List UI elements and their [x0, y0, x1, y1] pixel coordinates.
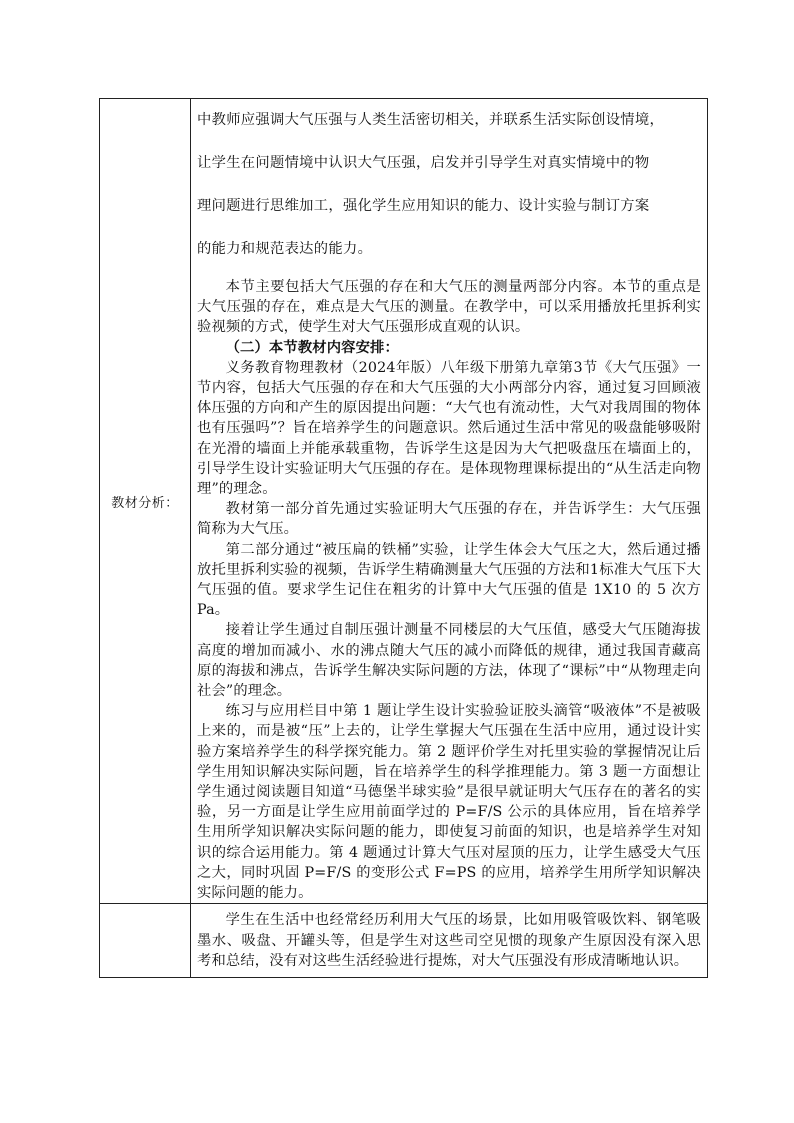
intro-line: 让学生在问题情境中认识大气压强，启发并引导学生对真实情境中的物	[197, 155, 650, 171]
intro-paragraph	[197, 99, 701, 271]
intro-line: 中教师应强调大气压强与人类生活密切相关，并联系生活实际创设情境，	[197, 112, 665, 128]
paragraph-students: 学生在生活中也经常经历利用大气压的场景，比如用吸管吸饮料、钢笔吸墨水、吸盘、开罐头等，但是学生对这些司空见惯的现象产生原因没有深入思考和总结，没有对这些生活经验进行提炼，对大气压强没有形成清晰地认识。	[197, 912, 701, 969]
table-row-student-analysis	[100, 904, 708, 978]
row-label-student-analysis	[100, 904, 191, 978]
lesson-plan-table	[99, 98, 708, 978]
student-analysis-body	[197, 910, 701, 971]
section-subheading: （二）本节教材内容安排：	[225, 339, 399, 356]
paragraph-overview: 本节主要包括大气压强的存在和大气压的测量两部分内容。本节的重点是大气压强的存在，难点是大气压的测量。在教学中，可以采用播放托里拆利实验视频的方式，使学生对大气压强形成直观的认识。	[197, 279, 701, 336]
paragraph-arrangement: 义务教育物理教材（2024年版）八年级下册第九章第3节《大气压强》一节内容，包括大气压强的存在和大气压强的大小两部分内容，通过复习回顾液体压强的方向和产生的原因提出问题：“大气也有流动性，大气对我周围的物体也有压强吗”？旨在培养学生的问题意识。然后通过生活中常见的吸盘能够吸附在光滑的墙面上并能承载重物，告诉学生这是因为大气把吸盘压在墙面上的，引导学生设计实验证明大气压强的存在。是体现物理课标提出的“从生活走向物理”的理念。	[197, 359, 701, 498]
table-row-textbook-analysis	[100, 99, 708, 904]
paragraph-exercises: 练习与应用栏目中第 1 题让学生设计实验验证胶头滴管“吸液体”不是被吸上来的，而是被“压”上去的，让学生掌握大气压强在生活中应用，通过设计实验方案培养学生的科学探究能力。第 2 题评价学生对托里实验的掌握情况让后学生用知识解决实际问题，旨在培养学生的科学推理能力。第 3 题一方面想让学生通过阅读题目知道“马德堡半球实验”是很早就证明大气压存在的著名的实验，另一方面是让学生应用前面学过的 P=F/S 公示的具体应用，旨在培养学生用所学知识解决实际问题的能力，即使复习前面的知识，也是培养学生对知识的综合运用能力。第 4 题通过计算大气压对屋顶的压力，让学生感受大气压之大，同时巩固 P=F/S 的变形公式 F=PS 的应用，培养学生用所学知识解决实际问题的能力。	[197, 703, 701, 902]
intro-line: 的能力和规范表达的能力。	[197, 241, 373, 257]
analysis-body	[197, 277, 701, 903]
intro-line: 理问题进行思维加工，强化学生应用知识的能力、设计实验与制订方案	[197, 198, 650, 214]
paragraph-altitude: 接着让学生通过自制压强计测量不同楼层的大气压值，感受大气压随海拔高度的增加而减小、水的沸点随大气压的减小而降低的规律，通过我国青藏高原的海拔和沸点，告诉学生解决实际问题的方法，体现了“课标”中“从物理走向社会”的理念。	[197, 622, 701, 700]
row-content-student-analysis	[191, 904, 708, 978]
paragraph-part2: 第二部分通过“被压扁的铁桶”实验，让学生体会大气压之大，然后通过播放托里拆利实验的视频，告诉学生精确测量大气压强的方法和1标准大气压下大气压强的值。要求学生记住在粗劣的计算中大气压强的值是 1X10 的 5 次方 Pa。	[197, 541, 701, 619]
row-label-textbook-analysis: 教材分析：	[100, 99, 191, 904]
paragraph-part1: 教材第一部分首先通过实验证明大气压强的存在，并告诉学生：大气压强简称为大气压。	[197, 501, 701, 538]
row-content-textbook-analysis	[191, 99, 708, 904]
